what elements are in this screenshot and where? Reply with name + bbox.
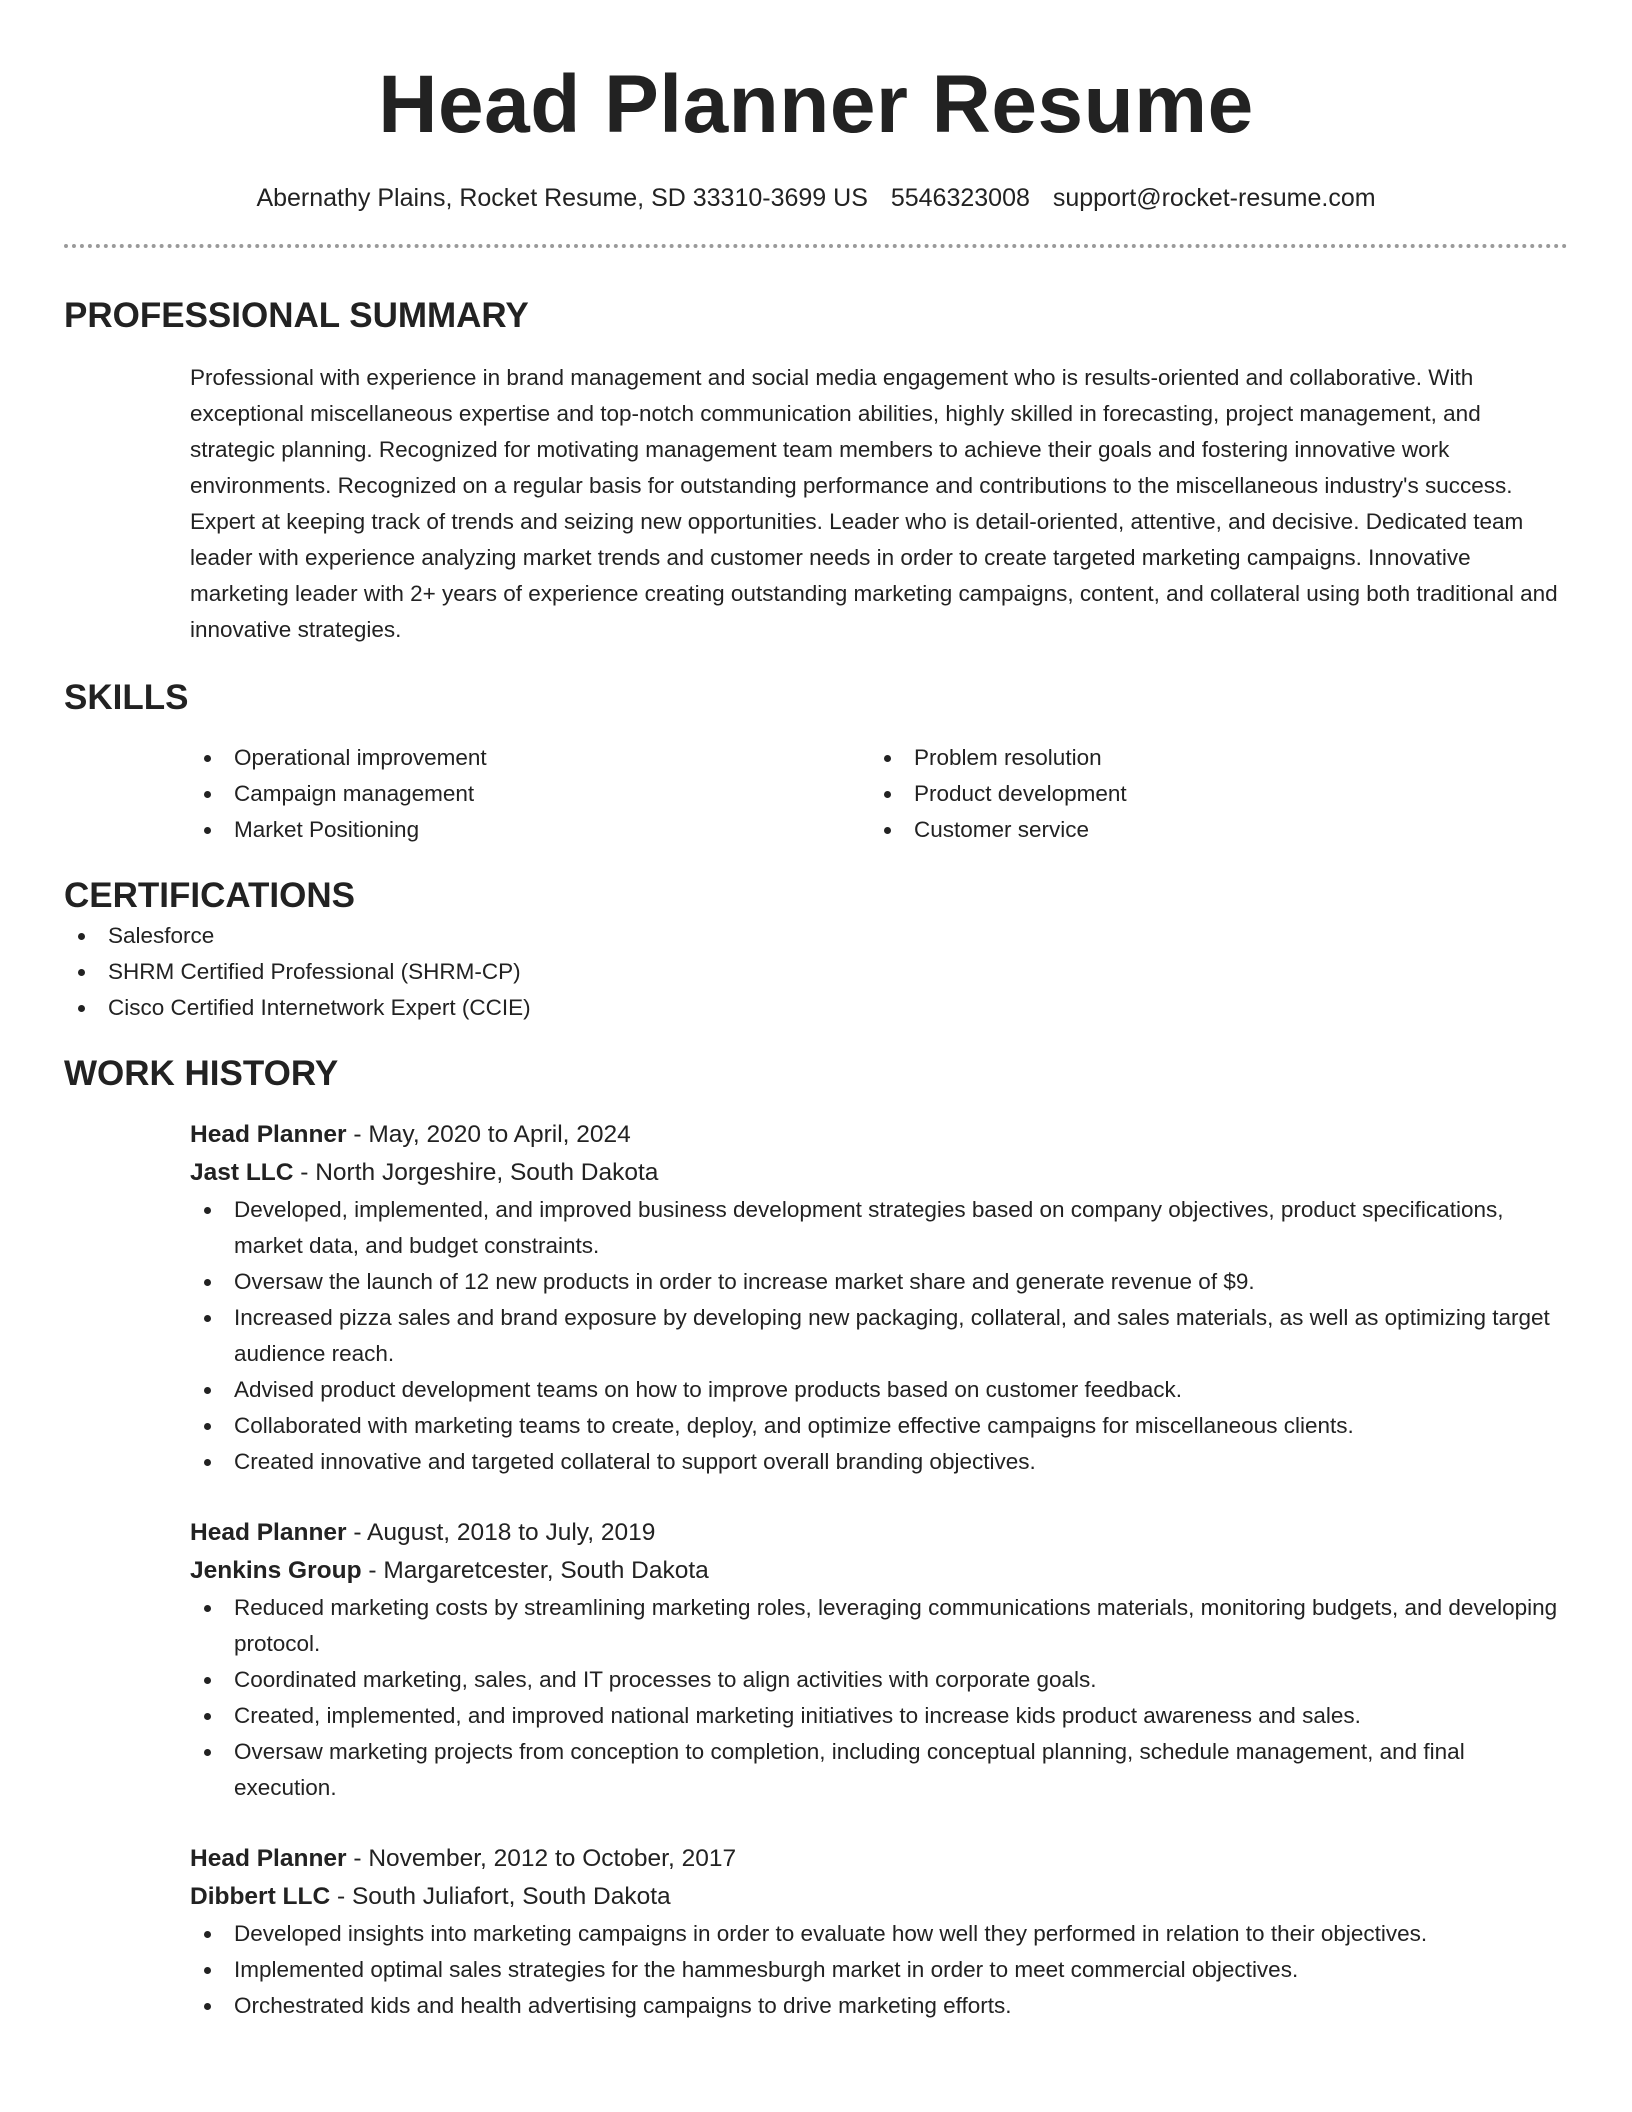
summary-text: Professional with experience in brand management and social media engagement who is results-oriented and collaborative. With exceptional miscellaneous expertise and top-notch communication abilities, highly skilled in forecasting, project management, and strategic planning. Recognized for motivating management team members to achieve their goals and fostering innovative work environments. Recognized on a regular basis for outstanding performance and contributions to the miscellaneous industry's success. Expert at keeping track of trends and seizing new opportunities. Leader who is detail-oriented, attentive, and decisive. Dedicated team leader with experience analyzing market trends and customer needs in order to create targeted marketing campaigns. Innovative marketing leader with 2+ years of experience creating outstanding marketing campaigns, content, and collateral using both traditional and innovative strategies. [190,365,1558,642]
job-bullet: Developed, implemented, and improved business development strategies based on company objectives, product specifications, market data, and budget constraints. [190,1192,1568,1264]
job-bullets [190,1916,1568,2024]
job-bullet: Advised product development teams on how to improve products based on customer feedback. [190,1372,1568,1408]
contact-address: Abernathy Plains, Rocket Resume, SD 33310-3699 US [256,184,868,212]
skill-item: Customer service [870,812,1550,848]
contact-email: support@rocket-resume.com [1052,184,1376,212]
skill-item: Product development [870,776,1550,812]
skills-column-right [870,740,1550,848]
job-company-line [190,1552,1568,1590]
job-bullet: Increased pizza sales and brand exposure by developing new packaging, collateral, and sales materials, as well as optimizing target audience reach. [190,1300,1568,1372]
certification-item: Cisco Certified Internetwork Expert (CCIE) [64,990,1568,1026]
job-entry-2 [190,1514,1568,1806]
job-entry-3 [190,1840,1568,2024]
resume-page [64,0,1568,2024]
header-divider [64,244,1568,248]
job-entry-1 [190,1116,1568,1480]
certifications-heading: CERTIFICATIONS [64,876,356,915]
skills-grid [190,740,1568,848]
job-company: Jenkins Group [190,1557,362,1584]
job-company-line [190,1878,1568,1916]
skills-column-left [190,740,870,848]
skill-item: Problem resolution [870,740,1550,776]
job-bullet: Created, implemented, and improved national marketing initiatives to increase kids product awareness and sales. [190,1698,1568,1734]
job-bullet: Reduced marketing costs by streamlining marketing roles, leveraging communications materials, monitoring budgets, and developing protocol. [190,1590,1568,1662]
job-title-line [190,1116,1568,1154]
job-bullets [190,1590,1568,1806]
job-dates: - May, 2020 to April, 2024 [346,1121,631,1148]
job-title: Head Planner [190,1519,347,1546]
job-company: Dibbert LLC [190,1883,331,1910]
job-bullet: Created innovative and targeted collateral to support overall branding objectives. [190,1444,1568,1480]
job-title-line [190,1514,1568,1552]
certification-item: Salesforce [64,918,1568,954]
job-title: Head Planner [190,1121,347,1148]
job-bullet: Orchestrated kids and health advertising campaigns to drive marketing efforts. [190,1988,1568,2024]
job-bullet: Oversaw the launch of 12 new products in order to increase market share and generate revenue of $9. [190,1264,1568,1300]
job-bullet: Coordinated marketing, sales, and IT processes to align activities with corporate goals. [190,1662,1568,1698]
work-history-heading: WORK HISTORY [64,1054,339,1093]
certification-item: SHRM Certified Professional (SHRM-CP) [64,954,1568,990]
skill-item: Campaign management [190,776,870,812]
skills-list-right [870,740,1550,848]
summary-heading: PROFESSIONAL SUMMARY [64,296,529,335]
job-bullet: Developed insights into marketing campaigns in order to evaluate how well they performed in relation to their objectives. [190,1916,1568,1952]
contact-phone: 5546323008 [890,184,1030,212]
page-title: Head Planner Resume [378,59,1254,150]
contact-line [64,182,1568,214]
job-location: - North Jorgeshire, South Dakota [293,1159,659,1186]
job-company-line [190,1154,1568,1192]
skill-item: Market Positioning [190,812,870,848]
skills-heading: SKILLS [64,678,189,717]
job-bullet: Collaborated with marketing teams to create, deploy, and optimize effective campaigns for miscellaneous clients. [190,1408,1568,1444]
job-bullets [190,1192,1568,1480]
job-location: - Margaretcester, South Dakota [361,1557,709,1584]
job-dates: - November, 2012 to October, 2017 [346,1845,737,1872]
job-bullet: Oversaw marketing projects from conception to completion, including conceptual planning, schedule management, and final execution. [190,1734,1568,1806]
job-bullet: Implemented optimal sales strategies for the hammesburgh market in order to meet commercial objectives. [190,1952,1568,1988]
certifications-list [64,918,1568,1026]
job-title-line [190,1840,1568,1878]
job-dates: - August, 2018 to July, 2019 [346,1519,656,1546]
job-title: Head Planner [190,1845,347,1872]
skills-list-left [190,740,870,848]
job-location: - South Juliafort, South Dakota [330,1883,671,1910]
job-company: Jast LLC [190,1159,294,1186]
skill-item: Operational improvement [190,740,870,776]
